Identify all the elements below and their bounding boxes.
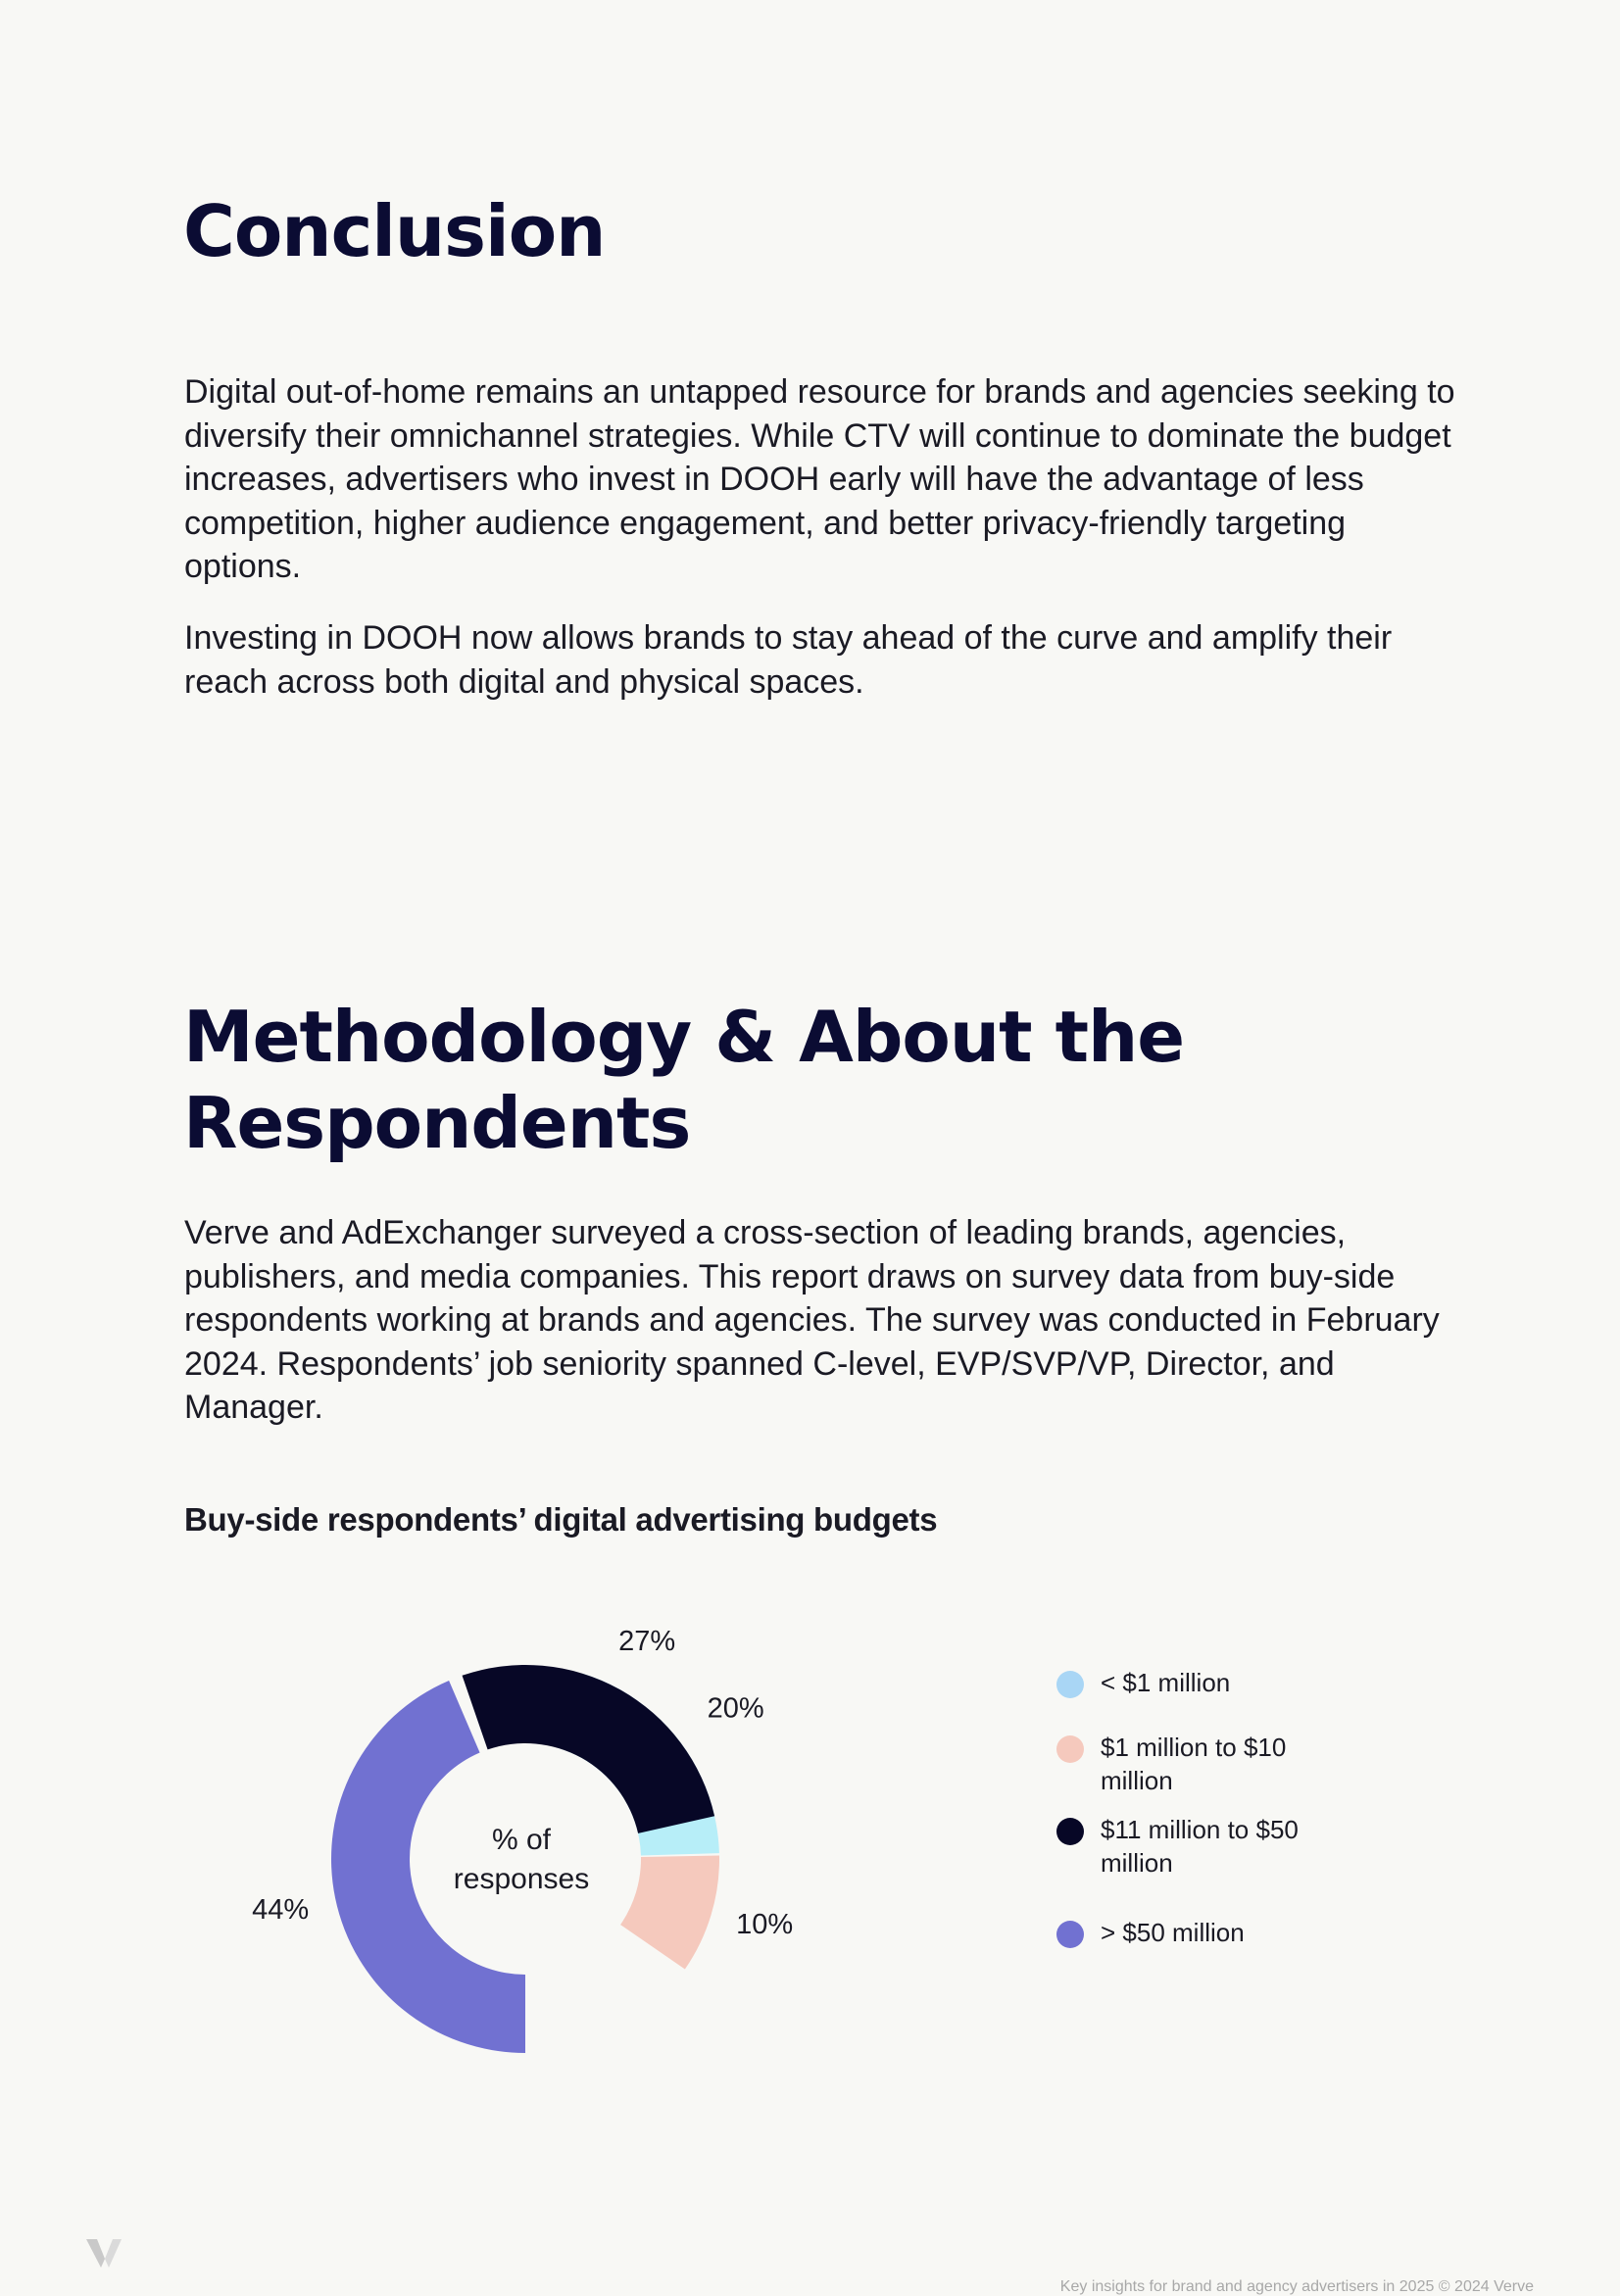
legend-swatch — [1056, 1818, 1084, 1845]
verve-logo-icon — [86, 2237, 122, 2269]
legend-swatch — [1056, 1921, 1084, 1948]
legend-label: $11 million to $50 million — [1101, 1815, 1299, 1878]
legend-label: < $1 million — [1101, 1668, 1231, 1697]
donut-center-label: % of — [491, 1824, 552, 1856]
slice-value-label: 10% — [736, 1908, 794, 1940]
conclusion-title: Conclusion — [183, 190, 606, 272]
donut-slice — [463, 1665, 715, 1833]
slice-value-label: 44% — [252, 1894, 310, 1927]
donut-chart — [235, 1578, 823, 2126]
conclusion-paragraph: Digital out-of-home remains an untapped resource for brands and agencies seeking to diversify their omnichannel strategies. While CTV will continue to dominate the budget increases, advertisers who invest in DOOH early will have the advantage of less competition, higher audience engagement, and better privacy-friendly targeting options. — [184, 373, 1455, 585]
legend-swatch — [1056, 1671, 1084, 1698]
methodology-paragraph: Verve and AdExchanger surveyed a cross-section of leading brands, agencies, publishers, and media companies. This report draws on survey data from buy-side respondents working at brands and agencies. The survey was conducted in February 2024. Respondents’ job seniority spanned C-level, EVP/SVP/VP, Director, and Manager. — [184, 1214, 1440, 1426]
slice-value-label: 20% — [707, 1692, 764, 1725]
legend-swatch — [1056, 1735, 1084, 1763]
footer-text: Key insights for brand and agency advertisers in 2025 © 2024 Verve — [1059, 2278, 1534, 2295]
slice-value-label: 27% — [618, 1626, 676, 1658]
conclusion-paragraph: Investing in DOOH now allows brands to stay ahead of the curve and amplify their reach across both digital and physical spaces. — [184, 619, 1393, 701]
legend-item — [1056, 1916, 1346, 1949]
donut-center-label: responses — [453, 1863, 590, 1895]
methodology-title: Methodology & About the Respondents — [183, 996, 1185, 1164]
legend-label: $1 million to $10 million — [1101, 1733, 1287, 1795]
legend-item — [1056, 1731, 1346, 1797]
legend-label: > $50 million — [1101, 1918, 1245, 1947]
legend-item — [1056, 1666, 1346, 1699]
legend-item — [1056, 1813, 1346, 1880]
chart-title: Buy-side respondents’ digital advertising budgets — [184, 1501, 938, 1538]
donut-slice — [620, 1856, 719, 1970]
